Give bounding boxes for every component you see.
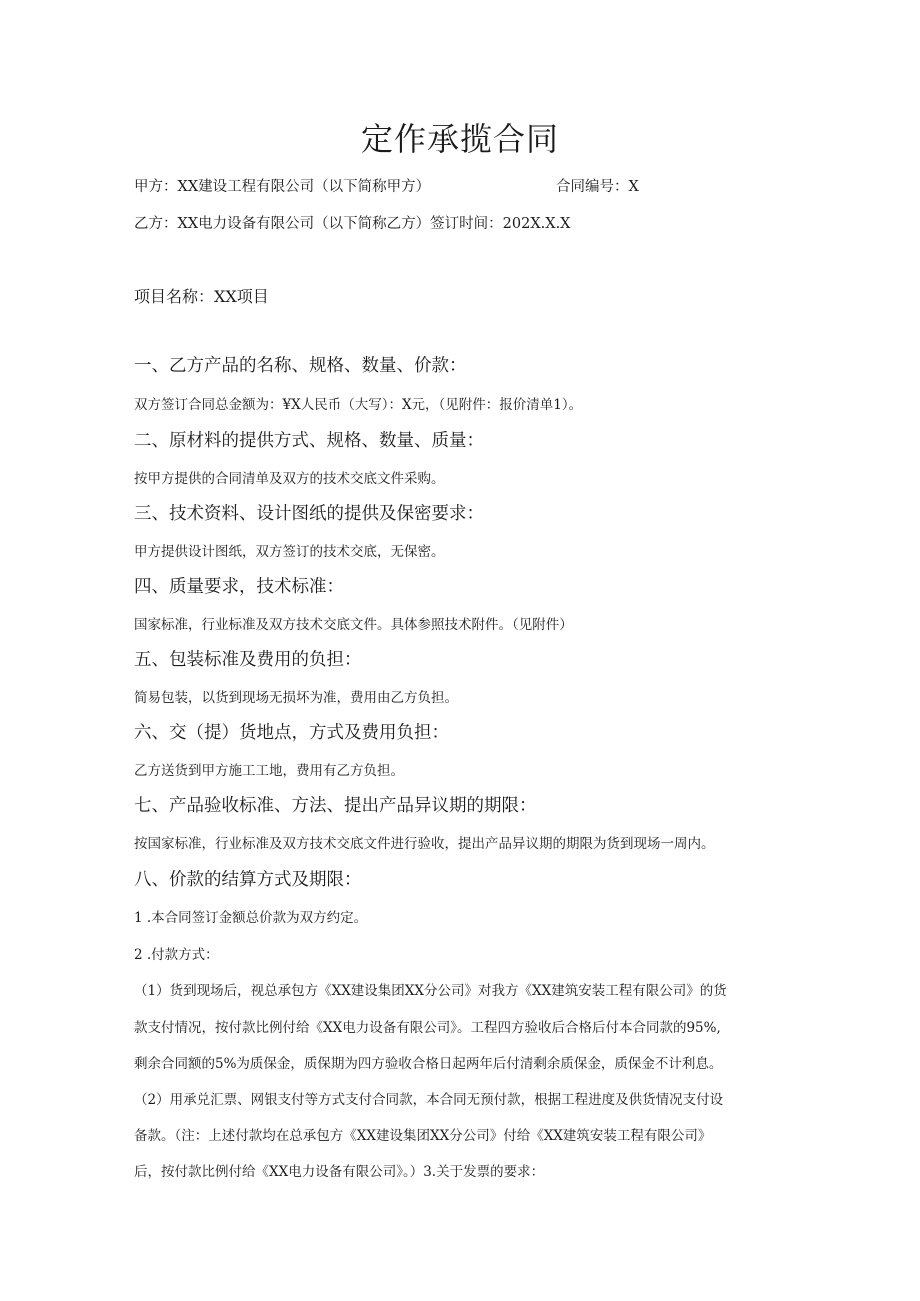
section-4-heading: 四、质量要求，技术标准：: [134, 577, 344, 597]
payment-para-1-line-3: 剩余合同额的5%为质保金，质保期为四方验收合格日起两年后付清剩余质保金，质保金不计利息。: [134, 1056, 723, 1072]
section-2-body: 按甲方提供的合同清单及双方的技术交底文件采购。: [134, 471, 445, 487]
page-title: 定作承揽合同: [360, 120, 559, 158]
party-a-line: 甲方：XX建设工程有限公司（以下简称甲方）: [134, 179, 431, 195]
section-2-heading: 二、原材料的提供方式、规格、数量、质量：: [134, 431, 484, 451]
section-7-body: 按国家标准，行业标准及双方技术交底文件进行验收，提出产品异议期的期限为货到现场一周内。: [134, 836, 715, 852]
section-3-body: 甲方提供设计图纸，双方签订的技术交底，无保密。: [134, 544, 445, 560]
payment-para-1-line-2: 款支付情况，按付款比例付给《XX电力设备有限公司》。工程四方验收后合格后付本合同款的95%,: [134, 1020, 721, 1036]
payment-para-2-line-2: 备款。（注：上述付款均在总承包方《XX建设集团XX分公司》付给《XX建筑安装工程有限公司》: [134, 1128, 712, 1144]
contract-number: 合同编号：X: [556, 179, 639, 195]
section-6-body: 乙方送货到甲方施工工地，费用有乙方负担。: [134, 763, 404, 779]
section-3-heading: 三、技术资料、设计图纸的提供及保密要求：: [134, 504, 484, 524]
payment-para-2-line-3: 后，按付款比例付给《XX电力设备有限公司》。）3.关于发票的要求：: [134, 1164, 545, 1180]
clause-item-2: 2 .付款方式：: [134, 947, 219, 963]
section-8-heading: 八、价款的结算方式及期限：: [134, 870, 362, 890]
party-b-line: 乙方：XX电力设备有限公司（以下简称乙方）签订时间：202X.X.X: [134, 216, 571, 232]
section-4-body: 国家标准，行业标准及双方技术交底文件。具体参照技术附件。（见附件）: [134, 617, 573, 633]
section-6-heading: 六、交（提）货地点，方式及费用负担：: [134, 723, 449, 743]
section-7-heading: 七、产品验收标准、方法、提出产品异议期的期限：: [134, 796, 537, 816]
section-1-heading: 一、乙方产品的名称、规格、数量、价款：: [134, 356, 467, 376]
payment-para-2-line-1: （2）用承兑汇票、网银支付等方式支付合同款，本合同无预付款，根据工程进度及供货情况支付设: [134, 1092, 724, 1108]
project-name: 项目名称：XX项目: [134, 287, 269, 306]
payment-para-1-line-1: （1）货到现场后，视总承包方《XX建设集团XX分公司》对我方《XX建筑安装工程有限公司》的货: [134, 983, 727, 999]
section-5-body: 简易包装，以货到现场无损坏为准，费用由乙方负担。: [134, 690, 458, 706]
section-5-heading: 五、包装标准及费用的负担：: [134, 650, 362, 670]
clause-item-1: 1 .本合同签订金额总价款为双方约定。: [134, 910, 368, 926]
section-1-body: 双方签订合同总金额为：¥X人民币（大写）：X元，（见附件：报价清单1）。: [134, 397, 583, 413]
